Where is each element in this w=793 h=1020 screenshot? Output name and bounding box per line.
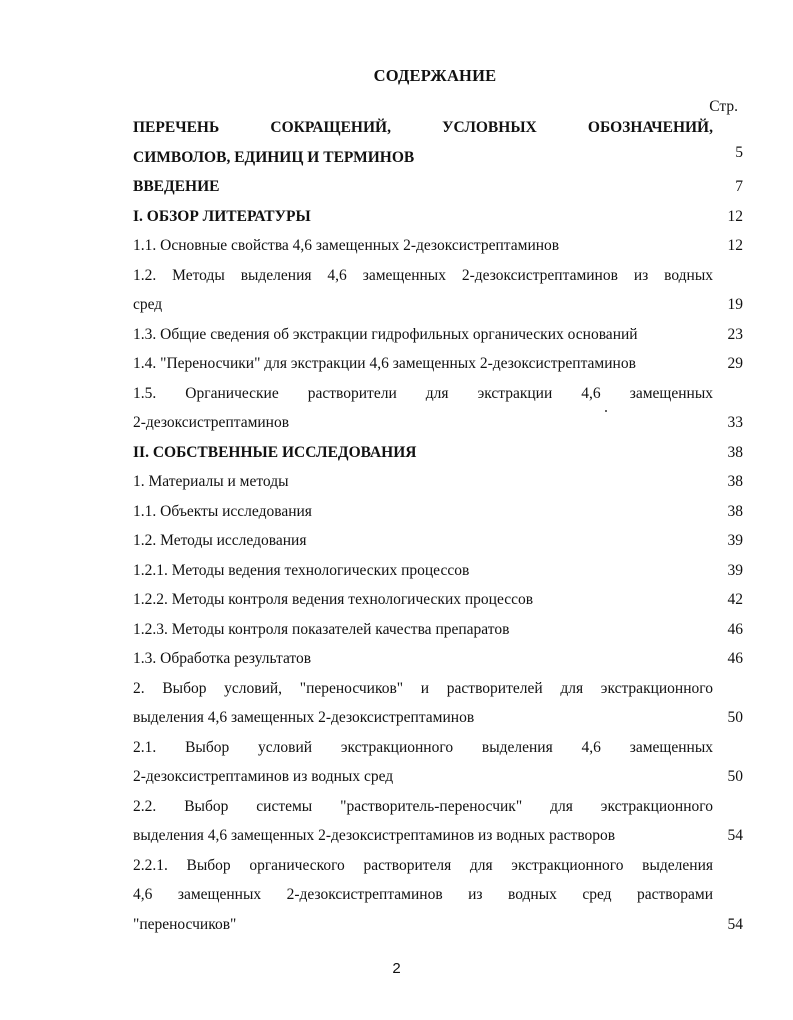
- toc-entry: [133, 231, 743, 261]
- toc-entry-title: [133, 261, 713, 320]
- toc-entry-line: 4,6 замещенных 2-дезоксистрептаминов из водных сред растворами: [133, 886, 713, 903]
- toc-entry-page: 23: [727, 325, 743, 343]
- toc-entry: [133, 379, 743, 438]
- toc-entry: [133, 585, 743, 615]
- toc-entry-line: 1.5. Органические растворители для экстракции 4,6 замещенных: [133, 384, 713, 402]
- toc-entry-page: 54: [727, 827, 743, 844]
- toc-entry-title: [133, 526, 713, 556]
- toc-entry-page: 39: [727, 561, 743, 579]
- toc-entry-page: 29: [727, 355, 743, 372]
- toc-entry-title: [133, 674, 713, 733]
- toc-entry-title: [133, 379, 713, 438]
- toc-entry: [133, 349, 743, 379]
- toc-entry-page: 5: [735, 144, 743, 161]
- toc-entry: [133, 674, 743, 733]
- toc-entry-line: 1.2.2. Методы контроля ведения технологических процессов: [133, 591, 534, 608]
- toc-entry-page: 50: [727, 768, 743, 785]
- toc-entry-page: 12: [727, 207, 743, 225]
- toc-entry-page: 33: [727, 414, 743, 431]
- toc-entry-title: [133, 467, 713, 497]
- toc-entry-line: 1.3. Обработка результатов: [133, 650, 312, 667]
- scan-speck: [605, 410, 607, 412]
- toc-entry: [133, 644, 743, 674]
- toc-entry-line: ПЕРЕЧЕНЬ СОКРАЩЕНИЙ, УСЛОВНЫХ ОБОЗНАЧЕНИЙ,: [133, 119, 713, 136]
- toc-entry-line: 2. Выбор условий, "переносчиков" и растворителей для экстракционного: [133, 679, 713, 697]
- toc-entry-page: 38: [727, 502, 743, 520]
- toc-entry-page: 54: [727, 915, 743, 933]
- toc-entry: [133, 172, 743, 202]
- toc-entry-title: [133, 615, 713, 645]
- toc-entry-page: 46: [727, 620, 743, 638]
- toc-entry-line: 2-дезоксистрептаминов: [133, 414, 290, 431]
- toc-entry-title: [133, 792, 713, 851]
- toc-entry-line: II. СОБСТВЕННЫЕ ИССЛЕДОВАНИЯ: [133, 443, 417, 461]
- toc-entry-page: 38: [727, 473, 743, 490]
- toc-entry-page: 12: [727, 237, 743, 254]
- toc-entry-title: [133, 172, 713, 202]
- toc-entry-line: сред: [133, 296, 163, 313]
- toc-entry-line: 1.2.3. Методы контроля показателей качества препаратов: [133, 620, 510, 638]
- toc-entry-page: 39: [727, 532, 743, 549]
- toc-entry-line: 2.1. Выбор условий экстракционного выделения 4,6 замещенных: [133, 738, 713, 756]
- toc-entry-page: 42: [727, 591, 743, 608]
- toc-entry-title: [133, 113, 713, 172]
- toc-entry-line: 1.2.1. Методы ведения технологических процессов: [133, 561, 470, 579]
- toc-entry-line: 2-дезоксистрептаминов из водных сред: [133, 768, 394, 785]
- toc-entry-line: ВВЕДЕНИЕ: [133, 178, 220, 195]
- toc-entry: [133, 320, 743, 350]
- toc-entry: [133, 851, 743, 940]
- toc-entry-title: [133, 585, 713, 615]
- toc-entry: [133, 792, 743, 851]
- toc-entry-title: [133, 644, 713, 674]
- toc-entry-line: 1.3. Общие сведения об экстракции гидрофильных органических оснований: [133, 325, 638, 343]
- toc-entry-page: 7: [735, 178, 743, 195]
- toc-entry-title: [133, 556, 713, 586]
- toc-entry-title: [133, 320, 713, 350]
- toc-entry: [133, 438, 743, 468]
- toc-entry-line: 1. Материалы и методы: [133, 473, 289, 490]
- toc-entry-title: [133, 349, 713, 379]
- footer-page-number: 2: [392, 960, 401, 977]
- toc-entry: [133, 615, 743, 645]
- toc-entry: [133, 261, 743, 320]
- toc-entry-line: выделения 4,6 замещенных 2-дезоксистрептаминов: [133, 709, 475, 726]
- toc-entry-line: выделения 4,6 замещенных 2-дезоксистрептаминов из водных растворов: [133, 827, 616, 844]
- toc-entry: [133, 556, 743, 586]
- toc-entry-page: 38: [727, 443, 743, 461]
- toc-entry: [133, 733, 743, 792]
- toc-entry: [133, 202, 743, 232]
- toc-entry-page: 46: [727, 650, 743, 667]
- toc-entry-line: 1.2. Методы выделения 4,6 замещенных 2-дезоксистрептаминов из водных: [133, 266, 713, 284]
- toc-entry-line: 2.2.1. Выбор органического растворителя для экстракционного выделения: [133, 856, 713, 874]
- toc-entry-title: [133, 202, 713, 232]
- page-title: СОДЕРЖАНИЕ: [373, 66, 497, 85]
- toc-entry-line: 1.1. Основные свойства 4,6 замещенных 2-дезоксистрептаминов: [133, 237, 560, 254]
- toc-entry: [133, 526, 743, 556]
- toc-entry-title: [133, 733, 713, 792]
- toc-entry-page: 50: [727, 709, 743, 726]
- page-column-label: Стр.: [709, 98, 738, 115]
- toc-entry: [133, 497, 743, 527]
- toc-entry-line: "переносчиков": [133, 915, 237, 933]
- toc-entry-title: [133, 438, 713, 468]
- toc-entry-line: I. ОБЗОР ЛИТЕРАТУРЫ: [133, 207, 311, 225]
- toc-entry-line: 2.2. Выбор системы "растворитель-переносчик" для экстракционного: [133, 797, 713, 815]
- toc-entry-line: 1.4. "Переносчики" для экстракции 4,6 замещенных 2-дезоксистрептаминов: [133, 355, 636, 372]
- toc-entry: [133, 467, 743, 497]
- toc-entry-title: [133, 851, 713, 940]
- toc-entry-line: СИМВОЛОВ, ЕДИНИЦ И ТЕРМИНОВ: [133, 148, 415, 166]
- table-of-contents: [133, 113, 743, 939]
- toc-entry-page: 19: [727, 296, 743, 313]
- toc-entry-title: [133, 231, 713, 261]
- toc-entry-title: [133, 497, 713, 527]
- toc-entry: [133, 113, 743, 172]
- toc-entry-line: 1.1. Объекты исследования: [133, 502, 312, 520]
- toc-entry-line: 1.2. Методы исследования: [133, 532, 307, 549]
